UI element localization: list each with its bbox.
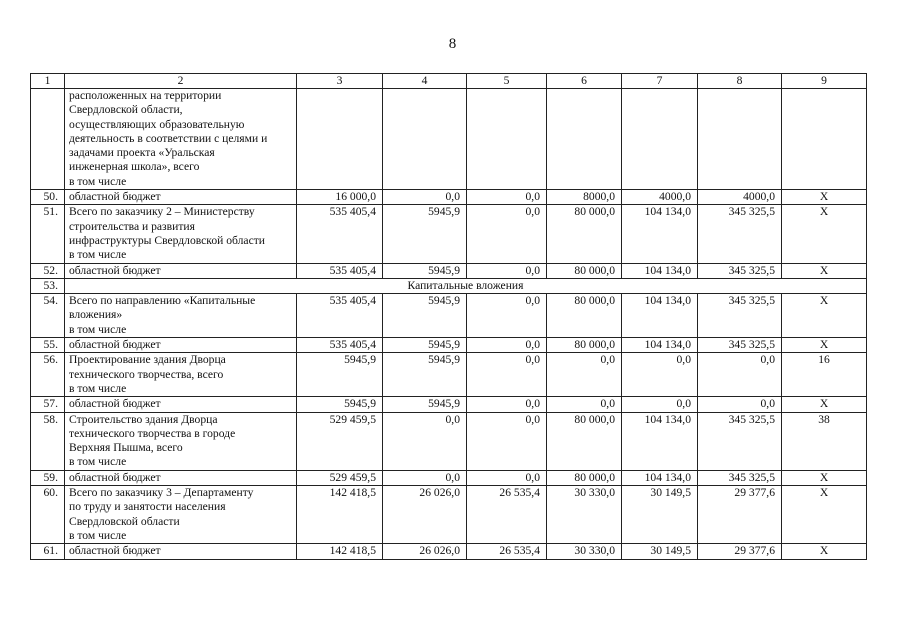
table-row bbox=[31, 89, 867, 190]
header-row bbox=[31, 74, 867, 89]
value-col-9: 38 bbox=[782, 412, 867, 470]
table-row bbox=[31, 486, 867, 544]
description-line: строительства и развития bbox=[69, 219, 195, 233]
value-col-3: 535 405,4 bbox=[297, 263, 383, 278]
value-col-4: 5945,9 bbox=[383, 397, 467, 412]
value-col-7: 104 134,0 bbox=[622, 470, 698, 485]
value-col-7: 30 149,5 bbox=[622, 486, 698, 544]
value-col-8: 345 325,5 bbox=[698, 338, 782, 353]
row-number: 55. bbox=[31, 338, 65, 353]
description-line: областной бюджет bbox=[69, 544, 161, 558]
description-line: Проектирование здания Дворца bbox=[69, 353, 226, 367]
value-col-7: 30 149,5 bbox=[622, 544, 698, 559]
row-description bbox=[65, 263, 297, 278]
value-col-8: 345 325,5 bbox=[698, 294, 782, 338]
table-row bbox=[31, 544, 867, 559]
value-col-6: 30 330,0 bbox=[547, 544, 622, 559]
value-col-4: 5945,9 bbox=[383, 263, 467, 278]
value-col-8: 345 325,5 bbox=[698, 412, 782, 470]
description-line: в том числе bbox=[69, 174, 127, 188]
table-row bbox=[31, 190, 867, 205]
value-col-8 bbox=[698, 89, 782, 190]
value-col-3: 535 405,4 bbox=[297, 294, 383, 338]
column-header-2: 2 bbox=[65, 74, 297, 89]
description-line: Верхняя Пышма, всего bbox=[69, 441, 183, 455]
description-line: Строительство здания Дворца bbox=[69, 412, 218, 426]
row-number: 56. bbox=[31, 353, 65, 397]
budget-table bbox=[30, 73, 867, 560]
value-col-3: 5945,9 bbox=[297, 353, 383, 397]
table-row bbox=[31, 353, 867, 397]
value-col-7: 0,0 bbox=[622, 353, 698, 397]
value-col-7: 4000,0 bbox=[622, 190, 698, 205]
value-col-5: 0,0 bbox=[467, 294, 547, 338]
description-line: по труду и занятости населения bbox=[69, 500, 226, 514]
value-col-6: 0,0 bbox=[547, 353, 622, 397]
column-header-6: 6 bbox=[547, 74, 622, 89]
value-col-4 bbox=[383, 89, 467, 190]
description-line: технического творчества, всего bbox=[69, 367, 224, 381]
value-col-5: 0,0 bbox=[467, 470, 547, 485]
value-col-3: 142 418,5 bbox=[297, 486, 383, 544]
column-header-3: 3 bbox=[297, 74, 383, 89]
description-line: задачами проекта «Уральская bbox=[69, 146, 215, 160]
row-number: 60. bbox=[31, 486, 65, 544]
value-col-9: Х bbox=[782, 338, 867, 353]
value-col-5: 0,0 bbox=[467, 353, 547, 397]
value-col-9: 16 bbox=[782, 353, 867, 397]
value-col-7: 104 134,0 bbox=[622, 338, 698, 353]
description-line: деятельность в соответствии с целями и bbox=[69, 131, 268, 145]
column-header-4: 4 bbox=[383, 74, 467, 89]
description-line: инженерная школа», всего bbox=[69, 160, 200, 174]
description-line: Всего по заказчику 2 – Министерству bbox=[69, 205, 255, 219]
value-col-9 bbox=[782, 89, 867, 190]
column-header-1: 1 bbox=[31, 74, 65, 89]
value-col-8: 345 325,5 bbox=[698, 470, 782, 485]
value-col-5: 0,0 bbox=[467, 190, 547, 205]
row-number: 50. bbox=[31, 190, 65, 205]
value-col-4: 5945,9 bbox=[383, 205, 467, 263]
description-line: областной бюджет bbox=[69, 190, 161, 204]
column-header-7: 7 bbox=[622, 74, 698, 89]
row-number: 53. bbox=[31, 278, 65, 293]
value-col-7: 104 134,0 bbox=[622, 412, 698, 470]
description-line: расположенных на территории bbox=[69, 89, 222, 102]
value-col-5: 0,0 bbox=[467, 263, 547, 278]
value-col-3: 16 000,0 bbox=[297, 190, 383, 205]
value-col-5: 0,0 bbox=[467, 397, 547, 412]
value-col-7: 104 134,0 bbox=[622, 263, 698, 278]
value-col-4: 0,0 bbox=[383, 190, 467, 205]
value-col-9: Х bbox=[782, 205, 867, 263]
row-number: 61. bbox=[31, 544, 65, 559]
row-number: 52. bbox=[31, 263, 65, 278]
table-row bbox=[31, 397, 867, 412]
value-col-3: 5945,9 bbox=[297, 397, 383, 412]
value-col-6: 80 000,0 bbox=[547, 294, 622, 338]
value-col-8: 345 325,5 bbox=[698, 263, 782, 278]
value-col-3: 142 418,5 bbox=[297, 544, 383, 559]
value-col-7 bbox=[622, 89, 698, 190]
row-description bbox=[65, 412, 297, 470]
row-number: 57. bbox=[31, 397, 65, 412]
value-col-7: 104 134,0 bbox=[622, 205, 698, 263]
value-col-4: 26 026,0 bbox=[383, 544, 467, 559]
value-col-7: 0,0 bbox=[622, 397, 698, 412]
value-col-4: 26 026,0 bbox=[383, 486, 467, 544]
value-col-9: Х bbox=[782, 470, 867, 485]
row-description bbox=[65, 205, 297, 263]
value-col-6: 30 330,0 bbox=[547, 486, 622, 544]
row-number: 58. bbox=[31, 412, 65, 470]
table-row bbox=[31, 294, 867, 338]
value-col-3 bbox=[297, 89, 383, 190]
value-col-5: 26 535,4 bbox=[467, 486, 547, 544]
value-col-5: 26 535,4 bbox=[467, 544, 547, 559]
value-col-6: 8000,0 bbox=[547, 190, 622, 205]
value-col-6: 80 000,0 bbox=[547, 470, 622, 485]
row-description bbox=[65, 89, 297, 190]
table-row bbox=[31, 263, 867, 278]
value-col-9: Х bbox=[782, 263, 867, 278]
value-col-4: 0,0 bbox=[383, 412, 467, 470]
table-row bbox=[31, 470, 867, 485]
value-col-8: 0,0 bbox=[698, 397, 782, 412]
row-description bbox=[65, 294, 297, 338]
row-description bbox=[65, 353, 297, 397]
value-col-6 bbox=[547, 89, 622, 190]
description-line: областной бюджет bbox=[69, 338, 161, 352]
value-col-4: 0,0 bbox=[383, 470, 467, 485]
row-description bbox=[65, 397, 297, 412]
description-line: в том числе bbox=[69, 455, 127, 469]
value-col-9: Х bbox=[782, 190, 867, 205]
row-description bbox=[65, 544, 297, 559]
column-header-9: 9 bbox=[782, 74, 867, 89]
row-description bbox=[65, 338, 297, 353]
page-number: 8 bbox=[448, 36, 457, 52]
value-col-4: 5945,9 bbox=[383, 294, 467, 338]
description-line: Всего по заказчику 3 – Департаменту bbox=[69, 486, 254, 500]
description-line: осуществляющих образовательную bbox=[69, 117, 245, 131]
value-col-3: 535 405,4 bbox=[297, 338, 383, 353]
value-col-7: 104 134,0 bbox=[622, 294, 698, 338]
value-col-9: Х bbox=[782, 397, 867, 412]
value-col-4: 5945,9 bbox=[383, 353, 467, 397]
value-col-5: 0,0 bbox=[467, 412, 547, 470]
row-number: 54. bbox=[31, 294, 65, 338]
column-header-5: 5 bbox=[467, 74, 547, 89]
table-row bbox=[31, 412, 867, 470]
value-col-8: 29 377,6 bbox=[698, 486, 782, 544]
description-line: в том числе bbox=[69, 322, 127, 336]
description-line: областной бюджет bbox=[69, 397, 161, 411]
value-col-9: Х bbox=[782, 486, 867, 544]
row-description bbox=[65, 190, 297, 205]
value-col-8: 4000,0 bbox=[698, 190, 782, 205]
description-line: инфраструктуры Свердловской области bbox=[69, 233, 265, 247]
description-line: технического творчества в городе bbox=[69, 426, 236, 440]
row-number: 51. bbox=[31, 205, 65, 263]
table-row bbox=[31, 205, 867, 263]
row-number bbox=[31, 89, 65, 190]
row-description bbox=[65, 470, 297, 485]
table-row bbox=[31, 338, 867, 353]
description-line: в том числе bbox=[69, 381, 127, 395]
description-line: областной бюджет bbox=[69, 470, 161, 484]
value-col-3: 535 405,4 bbox=[297, 205, 383, 263]
value-col-8: 345 325,5 bbox=[698, 205, 782, 263]
value-col-3: 529 459,5 bbox=[297, 412, 383, 470]
value-col-6: 80 000,0 bbox=[547, 338, 622, 353]
value-col-6: 80 000,0 bbox=[547, 263, 622, 278]
value-col-5 bbox=[467, 89, 547, 190]
description-line: Свердловской области, bbox=[69, 103, 183, 117]
description-line: вложения» bbox=[69, 308, 123, 322]
row-description bbox=[65, 486, 297, 544]
value-col-4: 5945,9 bbox=[383, 338, 467, 353]
value-col-3: 529 459,5 bbox=[297, 470, 383, 485]
table-header bbox=[31, 74, 867, 89]
section-heading: Капитальные вложения bbox=[65, 278, 867, 293]
value-col-6: 0,0 bbox=[547, 397, 622, 412]
description-line: Всего по направлению «Капитальные bbox=[69, 294, 256, 308]
table-row bbox=[31, 278, 867, 293]
value-col-6: 80 000,0 bbox=[547, 412, 622, 470]
value-col-5: 0,0 bbox=[467, 338, 547, 353]
value-col-5: 0,0 bbox=[467, 205, 547, 263]
row-number: 59. bbox=[31, 470, 65, 485]
value-col-8: 0,0 bbox=[698, 353, 782, 397]
description-line: в том числе bbox=[69, 528, 127, 542]
value-col-9: Х bbox=[782, 294, 867, 338]
description-line: в том числе bbox=[69, 248, 127, 262]
value-col-8: 29 377,6 bbox=[698, 544, 782, 559]
table-body bbox=[31, 89, 867, 560]
value-col-9: Х bbox=[782, 544, 867, 559]
value-col-6: 80 000,0 bbox=[547, 205, 622, 263]
description-line: Свердловской области bbox=[69, 514, 180, 528]
column-header-8: 8 bbox=[698, 74, 782, 89]
description-line: областной бюджет bbox=[69, 263, 161, 277]
